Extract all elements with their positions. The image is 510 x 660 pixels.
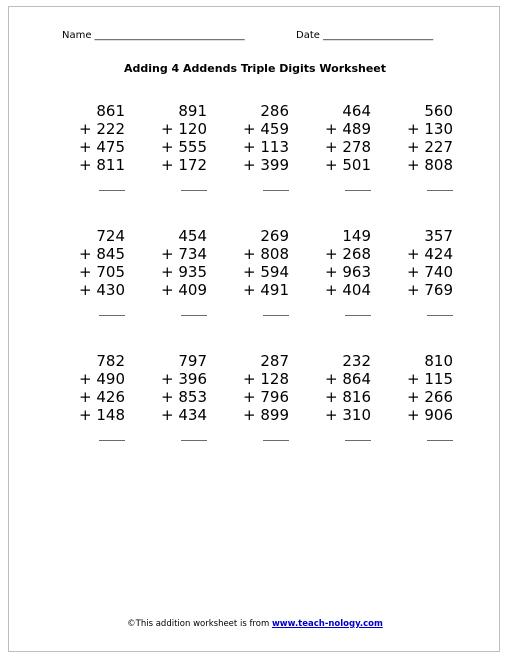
addend: + 130: [407, 120, 453, 138]
footer-link[interactable]: www.teach-nology.com: [271, 619, 383, 629]
addend: + 430: [79, 281, 125, 299]
addend: + 796: [243, 388, 289, 406]
worksheet-title: Adding 4 Addends Triple Digits Worksheet: [123, 62, 387, 75]
addition-problem: [299, 227, 381, 352]
footer-text: ©This addition worksheet is from: [127, 619, 272, 629]
addition-problem: [53, 102, 135, 227]
answer-line: [263, 190, 289, 191]
first-addend: 269: [260, 227, 289, 245]
first-addend: 724: [96, 227, 125, 245]
addend: + 404: [325, 281, 371, 299]
first-addend: 861: [96, 102, 125, 120]
addend: + 705: [79, 263, 125, 281]
addend: + 409: [161, 281, 207, 299]
addend: + 268: [325, 245, 371, 263]
addend: + 845: [79, 245, 125, 263]
answer-line: [99, 315, 125, 316]
addend: + 475: [79, 138, 125, 156]
answer-line: [181, 315, 207, 316]
addition-problem: [217, 227, 299, 352]
addend: + 115: [407, 370, 453, 388]
answer-line: [345, 440, 371, 441]
addition-problem: [217, 352, 299, 477]
problem-row: [53, 352, 463, 477]
addition-problem: [135, 102, 217, 227]
addend: + 906: [407, 406, 453, 424]
problem-row: [53, 227, 463, 352]
addend: + 734: [161, 245, 207, 263]
addend: + 424: [407, 245, 453, 263]
addend: + 594: [243, 263, 289, 281]
first-addend: 232: [342, 352, 371, 370]
first-addend: 560: [424, 102, 453, 120]
addition-problem: [135, 352, 217, 477]
addend: + 426: [79, 388, 125, 406]
addend: + 266: [407, 388, 453, 406]
problem-grid: [53, 102, 463, 477]
addend: + 740: [407, 263, 453, 281]
first-addend: 782: [96, 352, 125, 370]
addend: + 396: [161, 370, 207, 388]
addend: + 278: [325, 138, 371, 156]
addend: + 811: [79, 156, 125, 174]
addend: + 899: [243, 406, 289, 424]
footer: [0, 619, 510, 629]
addend: + 769: [407, 281, 453, 299]
addend: + 120: [161, 120, 207, 138]
problem-row: [53, 102, 463, 227]
addend: + 310: [325, 406, 371, 424]
first-addend: 454: [178, 227, 207, 245]
first-addend: 797: [178, 352, 207, 370]
date-field-label: Date ______________________: [296, 30, 434, 41]
addition-problem: [53, 227, 135, 352]
addend: + 172: [161, 156, 207, 174]
addend: + 148: [79, 406, 125, 424]
addend: + 963: [325, 263, 371, 281]
addend: + 808: [407, 156, 453, 174]
answer-line: [427, 315, 453, 316]
first-addend: 357: [424, 227, 453, 245]
addend: + 459: [243, 120, 289, 138]
addend: + 489: [325, 120, 371, 138]
addition-problem: [381, 227, 463, 352]
answer-line: [345, 315, 371, 316]
first-addend: 891: [178, 102, 207, 120]
first-addend: 149: [342, 227, 371, 245]
addition-problem: [381, 352, 463, 477]
addend: + 864: [325, 370, 371, 388]
answer-line: [263, 440, 289, 441]
addend: + 399: [243, 156, 289, 174]
answer-line: [99, 190, 125, 191]
addition-problem: [299, 352, 381, 477]
addend: + 222: [79, 120, 125, 138]
answer-line: [263, 315, 289, 316]
first-addend: 286: [260, 102, 289, 120]
addition-problem: [299, 102, 381, 227]
name-field-label: Name ______________________________: [62, 30, 245, 41]
first-addend: 810: [424, 352, 453, 370]
answer-line: [345, 190, 371, 191]
addend: + 816: [325, 388, 371, 406]
addend: + 935: [161, 263, 207, 281]
answer-line: [181, 190, 207, 191]
first-addend: 464: [342, 102, 371, 120]
addend: + 128: [243, 370, 289, 388]
addend: + 491: [243, 281, 289, 299]
addend: + 227: [407, 138, 453, 156]
addition-problem: [381, 102, 463, 227]
addition-problem: [135, 227, 217, 352]
addend: + 853: [161, 388, 207, 406]
addend: + 490: [79, 370, 125, 388]
answer-line: [427, 190, 453, 191]
addend: + 501: [325, 156, 371, 174]
addition-problem: [217, 102, 299, 227]
first-addend: 287: [260, 352, 289, 370]
answer-line: [181, 440, 207, 441]
answer-line: [99, 440, 125, 441]
addition-problem: [53, 352, 135, 477]
addend: + 555: [161, 138, 207, 156]
answer-line: [427, 440, 453, 441]
addend: + 434: [161, 406, 207, 424]
addend: + 113: [243, 138, 289, 156]
addend: + 808: [243, 245, 289, 263]
